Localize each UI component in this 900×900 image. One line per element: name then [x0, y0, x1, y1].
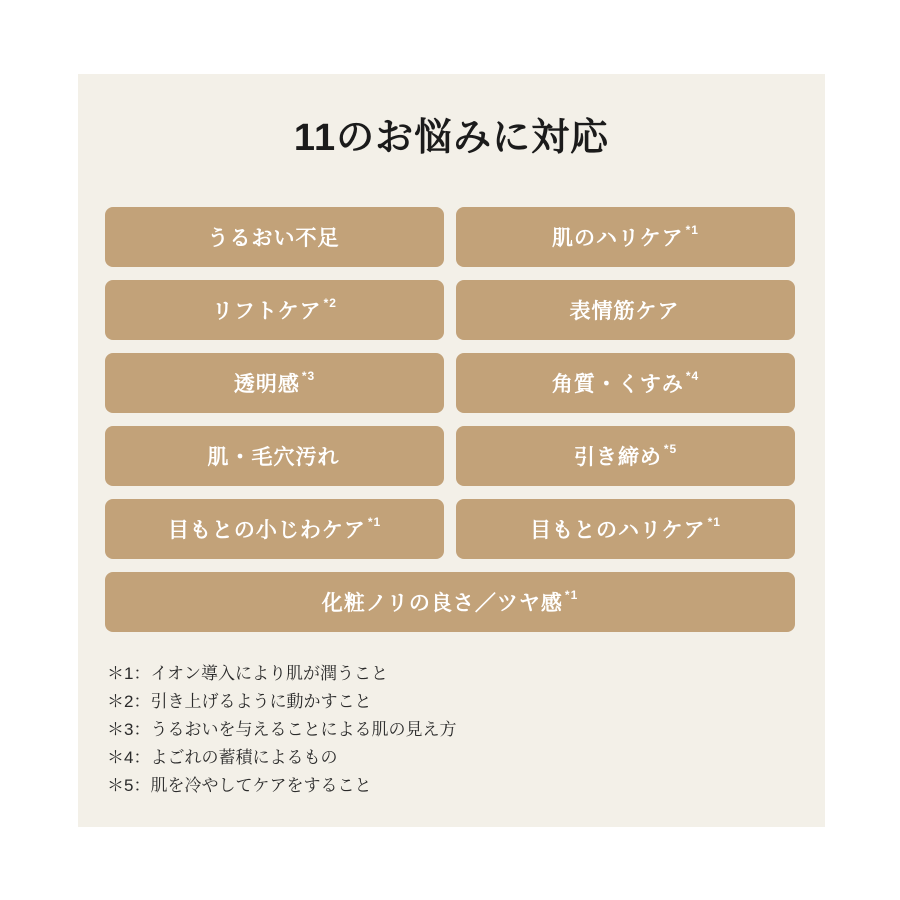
concerns-grid [105, 207, 795, 632]
concern-tag [105, 280, 444, 340]
concern-tag [105, 499, 444, 559]
concern-label: うるおい不足 [207, 226, 340, 250]
concern-label: 目もとのハリケア [530, 518, 706, 542]
concern-label: 肌のハリケア [552, 226, 684, 250]
concern-tag [456, 353, 795, 413]
footnote-ref: *1 [367, 514, 382, 529]
concern-label: 肌・毛穴汚れ [207, 445, 340, 469]
concern-label: 透明感 [233, 372, 300, 396]
concern-label: 目もとの小じわケア [167, 518, 366, 542]
footnote-ref: *2 [323, 295, 337, 310]
concern-tag [105, 207, 444, 267]
concern-label: 化粧ノリの良さ／ツヤ感 [321, 591, 563, 615]
footnote-line: ＊2：引き上げるように動かすこと [107, 691, 372, 711]
concerns-panel [78, 74, 825, 827]
concern-tag [456, 280, 795, 340]
concern-tag [105, 426, 444, 486]
concern-tag [456, 207, 795, 267]
concern-label: 表情筋ケア [569, 299, 680, 323]
concern-tag [105, 353, 444, 413]
footnotes-section [107, 660, 795, 800]
footnote-ref: *5 [663, 441, 678, 456]
panel-title: 11のお悩みに対応 [293, 117, 610, 159]
concern-tag [456, 499, 795, 559]
footnote-line: ＊3：うるおいを与えることによる肌の見え方 [107, 719, 457, 739]
concern-tag [105, 572, 795, 632]
footnote-line: ＊5：肌を冷やしてケアをすること [107, 775, 372, 795]
concern-label: 引き締め [573, 445, 662, 469]
footnote-line: ＊4：よごれの蓄積によるもの [107, 747, 338, 767]
concern-tag [456, 426, 795, 486]
footnote-ref: *1 [564, 587, 579, 602]
footnote-ref: *1 [685, 222, 699, 237]
footnote-ref: *1 [707, 514, 721, 529]
concern-label: 角質・くすみ [551, 372, 684, 396]
footnote-ref: *3 [301, 368, 316, 383]
footnote-line: ＊1：イオン導入により肌が潤うこと [107, 663, 388, 683]
footnote-ref: *4 [685, 368, 700, 383]
concern-label: リフトケア [212, 299, 322, 323]
